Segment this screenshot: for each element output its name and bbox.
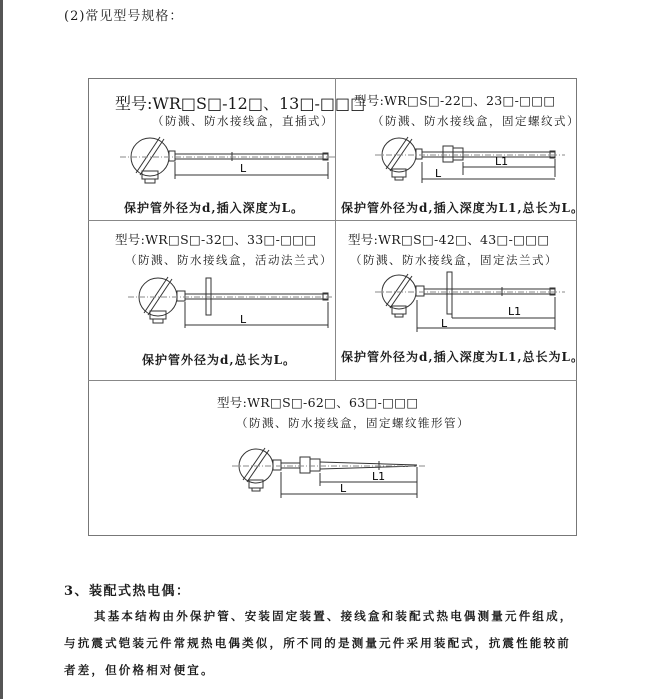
model-description: （防溅、防水接线盒，固定法兰式） [350,253,558,267]
thermocouple-straight-diagram [120,135,335,195]
model-description: （防溅、防水接线盒，直插式） [152,114,334,128]
model-label: 型号:WR□S□-12□、13□-□□□ [115,94,366,113]
dim-label: L [435,167,442,180]
page-edge [0,0,3,699]
thermocouple-movable-flange-diagram [128,275,338,335]
table-divider-horizontal [88,220,577,221]
dim-label: L1 [508,305,522,318]
section-heading: (2)常见型号规格： [64,9,184,24]
model-note: 保护管外径为d,总长为L。 [142,353,297,367]
dim-label: L [340,482,347,495]
model-label: 型号:WR□S□-32□、33□-□□□ [115,232,317,247]
model-description: （防溅、防水接线盒，活动法兰式） [125,253,333,267]
dim-label: L [240,162,247,175]
dim-label: L [441,317,448,330]
model-label: 型号:WR□S□-22□、23□-□□□ [354,93,556,108]
dim-label: L1 [372,470,386,483]
section3-paragraph [64,603,584,684]
model-note: 保护管外径为d,插入深度为L。 [124,201,305,215]
thermocouple-tapered-tube-diagram [232,444,432,504]
paragraph-text: 其基本结构由外保护管、安装固定装置、接线盒和装配式热电偶测量元件组成，与抗震式铠装元件常规热电偶类似，所不同的是测量元件采用装配式，抗震性能较前者差，但价格相对便宜。 [64,609,574,677]
section3-heading: 3、装配式热电偶： [64,584,191,599]
model-label: 型号:WR□S□-42□、43□-□□□ [348,232,550,247]
model-label: 型号:WR□S□-62□、63□-□□□ [217,395,419,410]
table-divider-horizontal [88,380,577,381]
thermocouple-fixed-flange-diagram [375,270,575,340]
model-note: 保护管外径为d,插入深度为L1,总长为L。 [341,350,584,364]
thermocouple-threaded-diagram [375,135,575,195]
model-description: （防溅、防水接线盒，固定螺纹锥形管） [236,416,470,430]
dim-label: L1 [495,155,509,168]
dim-label: L [240,313,247,326]
model-description: （防溅、防水接线盒，固定螺纹式） [372,114,580,128]
model-note: 保护管外径为d,插入深度为L1,总长为L。 [341,201,584,215]
